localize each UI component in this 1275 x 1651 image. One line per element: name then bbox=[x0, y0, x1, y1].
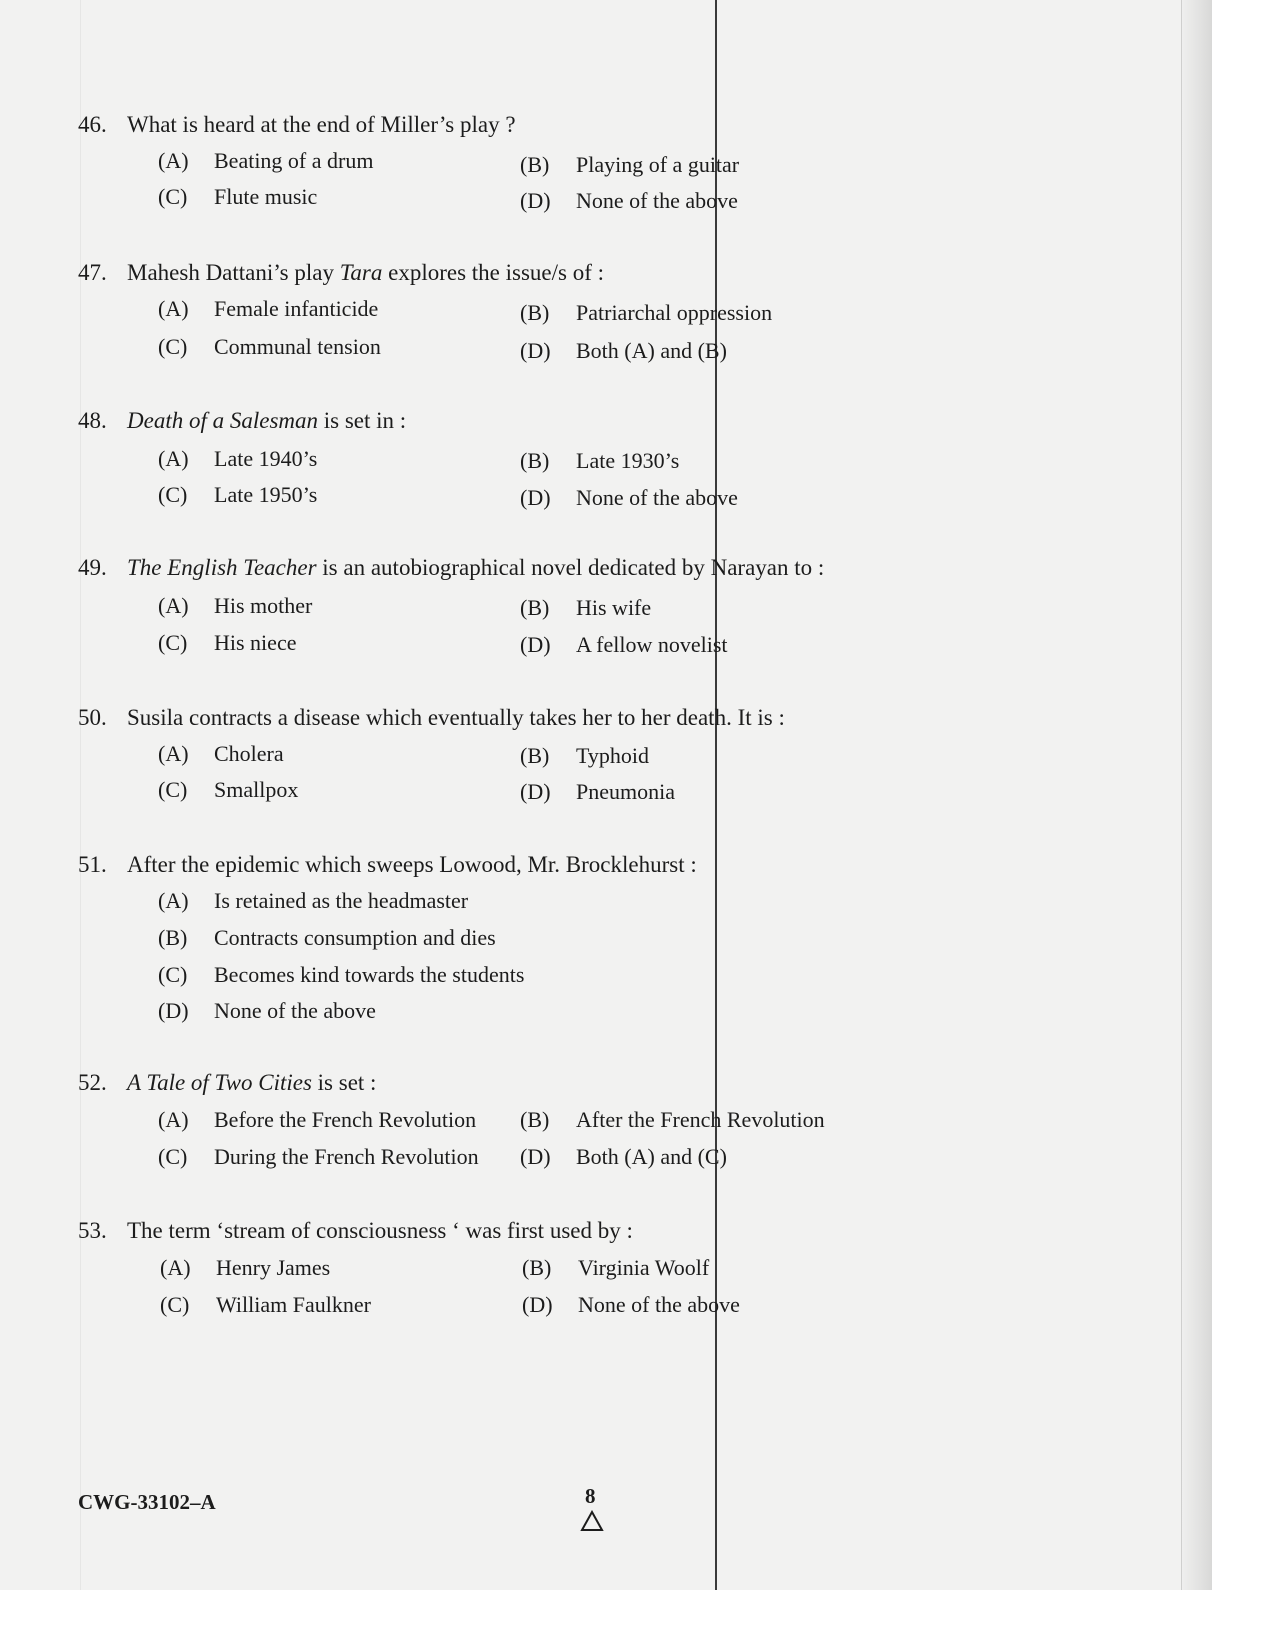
question-number: 52. bbox=[78, 1070, 107, 1095]
option-d[interactable]: (D) Pneumonia bbox=[520, 779, 675, 804]
question-number: 48. bbox=[78, 408, 107, 433]
option-a[interactable]: (A) Beating of a drum bbox=[158, 148, 374, 173]
option-d[interactable]: (D) None of the above bbox=[522, 1292, 740, 1317]
exam-code: CWG-33102–A bbox=[78, 1490, 216, 1514]
question-text: After the epidemic which sweeps Lowood, Mr. Brocklehurst : bbox=[127, 852, 697, 877]
option-b[interactable]: (B) Contracts consumption and dies bbox=[158, 925, 496, 950]
option-d[interactable]: (D) None of the above bbox=[520, 485, 738, 510]
option-b[interactable]: (B) Late 1930’s bbox=[520, 448, 680, 473]
question-text: Death of a Salesman is set in : bbox=[127, 408, 407, 433]
option-a[interactable]: (A) Is retained as the headmaster bbox=[158, 888, 469, 913]
option-a[interactable]: (A) Cholera bbox=[158, 741, 284, 766]
option-c[interactable]: (C) His niece bbox=[158, 630, 297, 655]
option-c[interactable]: (C) Becomes kind towards the students bbox=[158, 962, 525, 987]
option-c[interactable]: (C) Communal tension bbox=[158, 334, 381, 359]
option-c[interactable]: (C) Flute music bbox=[158, 184, 318, 209]
option-d[interactable]: (D) Both (A) and (B) bbox=[520, 338, 727, 363]
question-text: A Tale of Two Cities is set : bbox=[127, 1070, 377, 1095]
question-text: The term ‘stream of consciousness ‘ was first used by : bbox=[127, 1218, 633, 1243]
option-d[interactable]: (D) None of the above bbox=[520, 188, 738, 213]
option-c[interactable]: (C) During the French Revolution bbox=[158, 1144, 479, 1169]
option-d[interactable]: (D) None of the above bbox=[158, 998, 376, 1023]
option-d[interactable]: (D) A fellow novelist bbox=[520, 632, 728, 657]
option-b[interactable]: (B) His wife bbox=[520, 595, 652, 620]
question-number: 53. bbox=[78, 1218, 107, 1243]
option-b[interactable]: (B) After the French Revolution bbox=[520, 1107, 825, 1132]
question-number: 47. bbox=[78, 260, 107, 285]
page-margin-line bbox=[80, 0, 81, 1590]
option-a[interactable]: (A) Late 1940’s bbox=[158, 446, 318, 471]
option-a[interactable]: (A) Henry James bbox=[160, 1255, 331, 1280]
question-number: 51. bbox=[78, 852, 107, 877]
question-text: What is heard at the end of Miller’s play ? bbox=[127, 112, 516, 137]
question-number: 49. bbox=[78, 555, 107, 580]
option-b[interactable]: (B) Playing of a guitar bbox=[520, 152, 740, 177]
question-number: 50. bbox=[78, 705, 107, 730]
page-fold-line bbox=[715, 0, 717, 1590]
option-d[interactable]: (D) Both (A) and (C) bbox=[520, 1144, 727, 1169]
page-edge-shadow bbox=[1181, 0, 1212, 1590]
triangle-icon bbox=[580, 1510, 604, 1532]
question-number: 46. bbox=[78, 112, 107, 137]
question-text: The English Teacher is an autobiographical novel dedicated by Narayan to : bbox=[127, 555, 825, 580]
question-text: Susila contracts a disease which eventually takes her to her death. It is : bbox=[127, 705, 785, 730]
option-b[interactable]: (B) Typhoid bbox=[520, 743, 650, 768]
option-b[interactable]: (B) Patriarchal oppression bbox=[520, 300, 773, 325]
option-a[interactable]: (A) Female infanticide bbox=[158, 296, 379, 321]
option-a[interactable]: (A) His mother bbox=[158, 593, 313, 618]
option-c[interactable]: (C) Smallpox bbox=[158, 777, 299, 802]
option-c[interactable]: (C) Late 1950’s bbox=[158, 482, 318, 507]
option-c[interactable]: (C) William Faulkner bbox=[160, 1292, 371, 1317]
page-number: 8 bbox=[585, 1484, 596, 1508]
question-text: Mahesh Dattani’s play Tara explores the issue/s of : bbox=[127, 260, 605, 285]
option-a[interactable]: (A) Before the French Revolution bbox=[158, 1107, 477, 1132]
option-b[interactable]: (B) Virginia Woolf bbox=[522, 1255, 710, 1280]
